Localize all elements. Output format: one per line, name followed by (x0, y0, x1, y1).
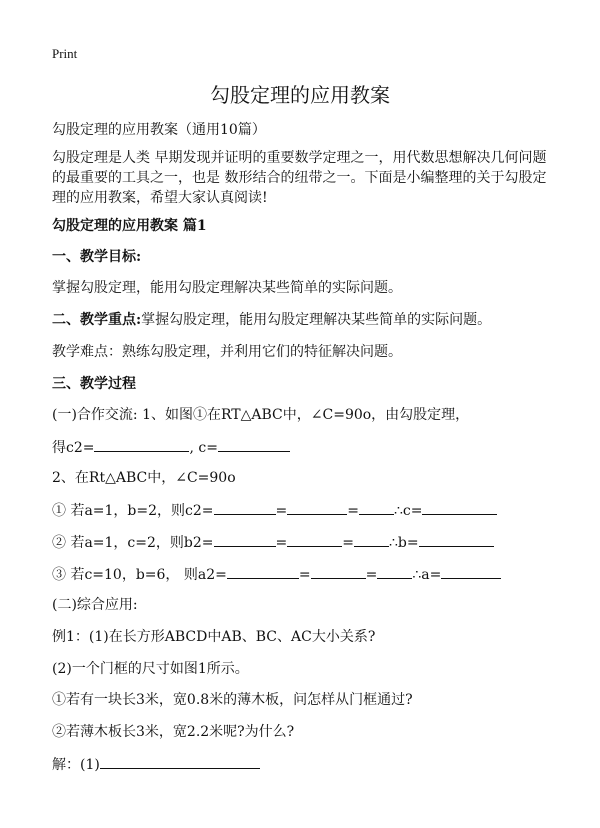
question-2c (52, 564, 548, 585)
answer-blank-c[interactable] (218, 437, 290, 452)
example-1: 例1：(1)在长方形ABCD中AB、BC、AC大小关系? (52, 629, 376, 645)
question-2a-prefix: ① 若a=1，b=2，则c2= (52, 503, 214, 519)
goal-heading: 一、教学目标: (52, 249, 142, 265)
cooperation-answer-line (52, 437, 548, 458)
process-heading: 三、教学过程 (52, 376, 136, 392)
blank-2c-1[interactable] (227, 564, 299, 579)
intro-paragraph-line-3: 理的应用教案，希望大家认真阅读! (52, 190, 268, 206)
blank-2a-1[interactable] (214, 500, 276, 515)
cooperation-question: (一)合作交流: 1、如图①在RT△ABC中，∠C=90o，由勾股定理， (52, 407, 470, 423)
equals-sign: = (365, 567, 378, 583)
equals-sign: = (298, 567, 311, 583)
intro-subtitle: 勾股定理的应用教案（通用10篇） (52, 122, 266, 138)
key-point-line (52, 310, 548, 330)
blank-2a-3[interactable] (359, 500, 394, 515)
intro-paragraph-line-2: 的最重要的工具之一，也是 数形结合的纽带之一。下面是小编整理的关于勾股定 (52, 170, 547, 186)
equals-sign: = (275, 503, 288, 519)
print-label: Print (52, 46, 78, 61)
blank-2b-2[interactable] (287, 532, 342, 547)
example-2-question-1: ①若有一块长3米，宽0.8米的薄木板，问怎样从门框通过? (52, 692, 413, 708)
answer-label-c: , c= (189, 440, 218, 456)
section-heading: 勾股定理的应用教案 篇1 (52, 218, 207, 234)
blank-2b-1[interactable] (214, 532, 276, 547)
example-2-question-2: ②若薄木板长3米，宽2.2米呢?为什么? (52, 724, 295, 740)
solution-prefix: 解：(1) (52, 757, 100, 773)
blank-2b-4[interactable] (419, 532, 494, 547)
blank-2a-4[interactable] (422, 500, 497, 515)
question-2: 2、在Rt△ABC中，∠C=90o (52, 470, 236, 486)
therefore-b: ∴b= (388, 535, 419, 551)
key-heading: 二、教学重点: (52, 312, 142, 328)
question-2b-prefix: ② 若a=1，c=2，则b2= (52, 535, 214, 551)
key-text: 掌握勾股定理，能用勾股定理解决某些简单的实际问题。 (141, 312, 492, 328)
blank-2b-3[interactable] (354, 532, 389, 547)
difficulty-text: 教学难点：熟练勾股定理，并利用它们的特征解决问题。 (52, 344, 402, 360)
blank-2c-4[interactable] (441, 564, 501, 579)
blank-2a-2[interactable] (287, 500, 347, 515)
blank-2c-2[interactable] (311, 564, 366, 579)
question-2b (52, 532, 548, 553)
intro-paragraph-line-1: 勾股定理是人类 早期发现并证明的重要数学定理之一，用代数思想解决几何问题 (52, 150, 547, 166)
solution-blank[interactable] (100, 754, 260, 769)
blank-2c-3[interactable] (377, 564, 412, 579)
equals-sign: = (342, 535, 354, 551)
goal-text: 掌握勾股定理，能用勾股定理解决某些简单的实际问题。 (52, 280, 402, 296)
example-2: (2)一个门框的尺寸如图1所示。 (52, 661, 249, 677)
question-2c-prefix: ③ 若c=10，b=6， 则a2= (52, 567, 227, 583)
equals-sign: = (347, 503, 359, 519)
therefore-a: ∴a= (412, 567, 442, 583)
apply-heading: (二)综合应用: (52, 597, 138, 613)
answer-label-c2: 得c2= (52, 440, 95, 456)
question-2a (52, 500, 548, 521)
equals-sign: = (275, 535, 288, 551)
therefore-c: ∴c= (393, 503, 423, 519)
answer-blank-c2[interactable] (94, 437, 189, 452)
page-title: 勾股定理的应用教案 (210, 83, 390, 107)
solution-line (52, 754, 548, 775)
